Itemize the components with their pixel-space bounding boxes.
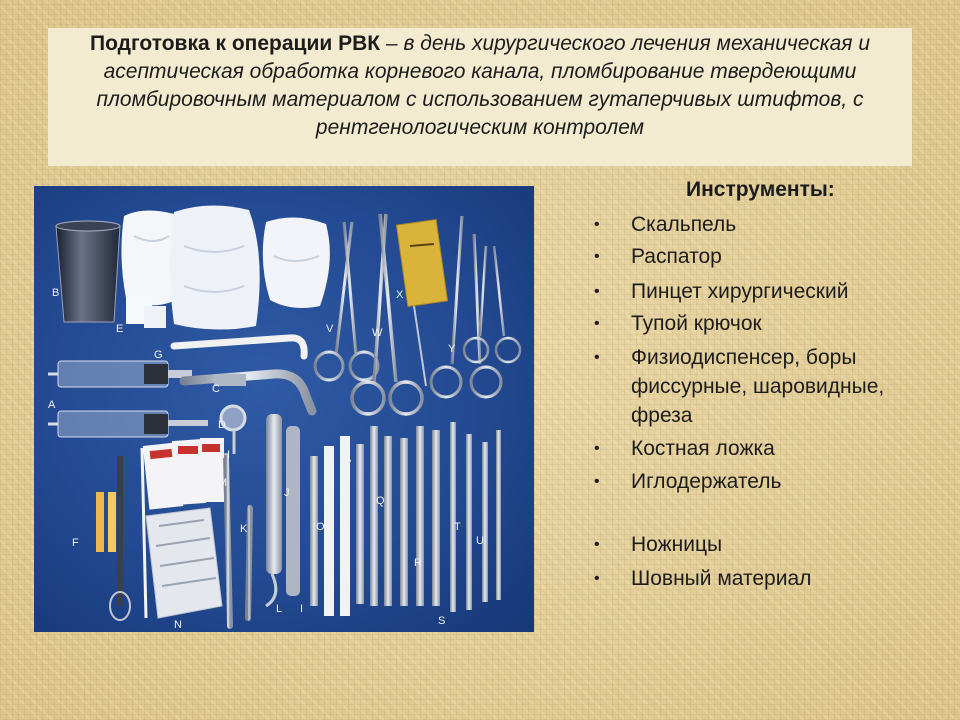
label-m: M — [218, 477, 228, 489]
list-item-text: Шовный материал — [631, 567, 812, 590]
label-o: O — [316, 521, 325, 533]
syringe-large — [48, 361, 192, 387]
bullet-icon: • — [594, 349, 600, 366]
list-item-text: Иглодержатель — [631, 470, 782, 493]
bullet-icon: • — [594, 248, 600, 265]
retractor-j — [266, 414, 282, 606]
label-g: G — [154, 349, 163, 361]
tools-title: Инструменты: — [686, 178, 835, 201]
list-item-text: Тупой крючок — [631, 312, 762, 335]
label-s: S — [438, 615, 446, 627]
gauze-pads — [121, 205, 329, 329]
scissors-y — [431, 216, 501, 397]
label-a: A — [48, 399, 56, 411]
scalpel-handles — [226, 456, 250, 626]
list-item-text: Пинцет хирургический — [631, 280, 849, 303]
metal-cup — [56, 221, 120, 322]
list-item-text: Физиодиспенсер, боры фиссурные, шаровидные, фреза — [631, 346, 885, 427]
label-u: U — [476, 535, 484, 547]
bullet-icon: • — [594, 536, 600, 553]
label-l: L — [276, 603, 283, 615]
label-b: B — [52, 287, 60, 299]
label-j: J — [284, 487, 290, 499]
label-d: D — [218, 419, 226, 431]
dental-instruments — [310, 422, 501, 616]
list-item-text: Костная ложка — [631, 437, 775, 460]
label-v: V — [326, 323, 334, 335]
bullet-icon: • — [594, 283, 600, 300]
instruments-photo — [34, 186, 534, 632]
label-c: C — [212, 383, 220, 395]
syringe-small — [48, 411, 208, 437]
foil-packets — [146, 508, 222, 618]
blade-packets — [143, 438, 224, 510]
label-n: N — [174, 619, 182, 631]
title-italic: – в день хирургического лечения механическая и асептическая обработка корневого канала, пломбирование твердеющими пломбировочным материалом с использованием гутаперчивых штифтов, с рентгенологическим контролем — [96, 32, 871, 139]
label-r: R — [414, 557, 422, 569]
bullet-icon: • — [594, 315, 600, 332]
instruments-illustration — [34, 186, 534, 632]
label-f: F — [72, 537, 79, 549]
label-k: K — [240, 523, 248, 535]
handpiece-f — [96, 456, 130, 620]
suction-tips — [174, 338, 312, 411]
list-item-text: Распатор — [631, 245, 722, 268]
bullet-icon: • — [594, 216, 600, 233]
slide-title — [48, 30, 912, 142]
label-e: E — [116, 323, 124, 335]
title-bold: Подготовка к операции РВК — [89, 32, 381, 55]
bullet-icon: • — [594, 473, 600, 490]
elevator-l — [286, 426, 300, 596]
label-h: H — [222, 449, 230, 461]
probe-long — [142, 448, 146, 618]
list-item-text: Скальпель — [631, 213, 737, 236]
label-q: Q — [376, 495, 385, 507]
bullet-icon: • — [594, 570, 600, 587]
label-y: Y — [448, 343, 456, 355]
bullet-icon: • — [594, 440, 600, 457]
label-i: I — [300, 603, 304, 615]
scissors-fine — [464, 246, 520, 362]
label-w: W — [372, 327, 383, 339]
label-p: P — [344, 457, 352, 469]
label-t: T — [454, 521, 461, 533]
label-x: X — [396, 289, 404, 301]
list-item-text: Ножницы — [631, 533, 723, 556]
suture-packet-x — [396, 220, 447, 386]
